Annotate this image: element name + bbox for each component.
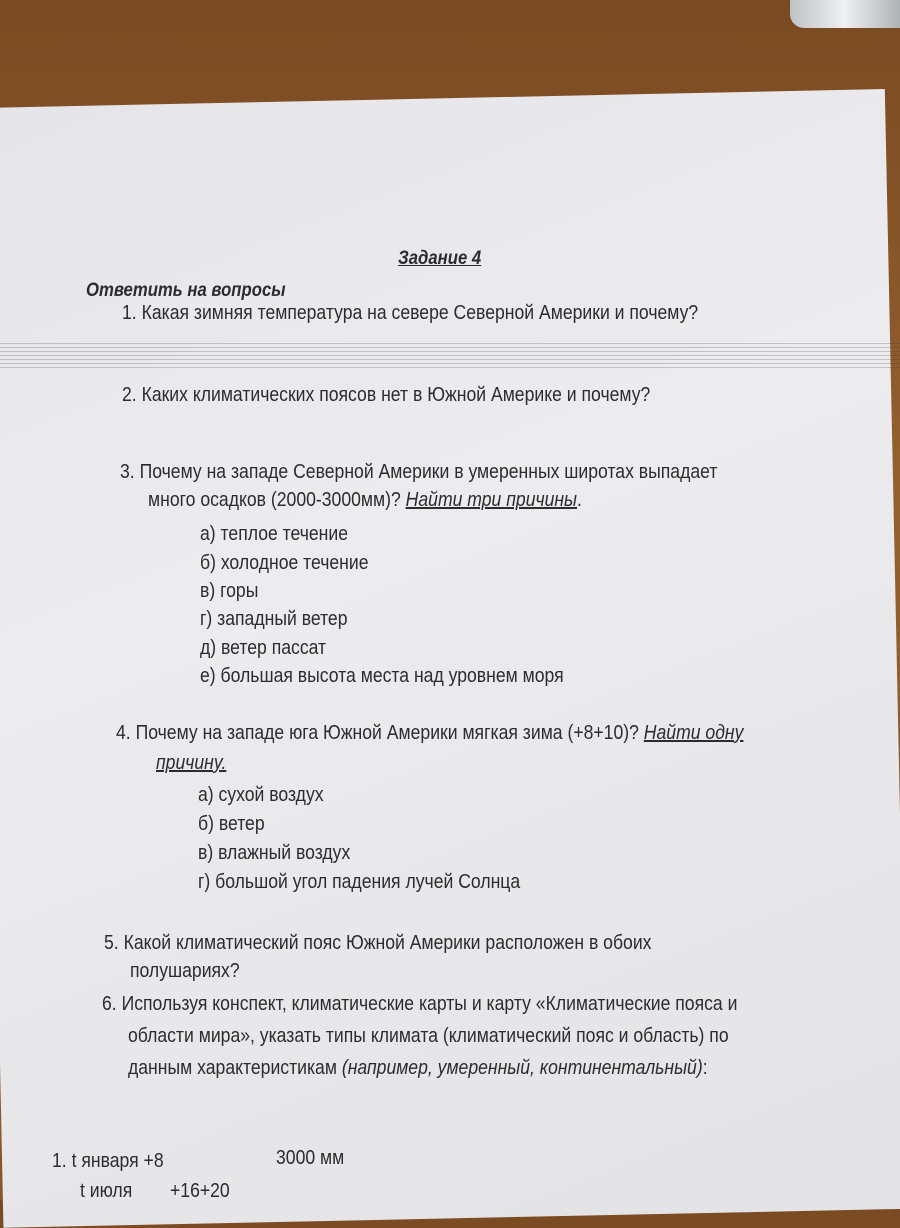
- option: б) ветер: [198, 813, 265, 835]
- question-5-line2: полушариях?: [130, 960, 240, 982]
- option: г) западный ветер: [200, 608, 348, 630]
- question-4-line1: 4. Почему на западе юга Южной Америки мягкая зима (+8+10)? Найти одну: [116, 722, 744, 744]
- option: б) холодное течение: [200, 552, 369, 574]
- data-july-value: +16+20: [170, 1180, 230, 1202]
- question-6-line2: области мира», указать типы климата (климатический пояс и область) по: [128, 1025, 729, 1047]
- data-january: 1. t января +8: [52, 1150, 164, 1172]
- option: в) влажный воздух: [198, 842, 351, 864]
- scan-artifact-lines: [0, 340, 900, 370]
- option: г) большой угол падения лучей Солнца: [198, 871, 521, 893]
- page-title: Задание 4: [398, 248, 482, 269]
- option: в) горы: [200, 580, 259, 602]
- option: а) теплое течение: [200, 523, 349, 545]
- question-4-line2: причину.: [156, 752, 227, 774]
- option: е) большая высота места над уровнем моря: [200, 665, 564, 687]
- question-5-line1: 5. Какой климатический пояс Южной Америки расположен в обоих: [104, 932, 652, 954]
- option: д) ветер пассат: [200, 637, 327, 659]
- option: а) сухой воздух: [198, 784, 324, 806]
- question-3-line1: 3. Почему на западе Северной Америки в умеренных широтах выпадает: [120, 461, 718, 483]
- data-july-label: t июля: [80, 1180, 133, 1202]
- foil-object: [790, 0, 900, 28]
- question-6-line1: 6. Используя конспект, климатические карты и карту «Климатические пояса и: [102, 993, 738, 1015]
- question-3-line2: много осадков (2000-3000мм)? Найти три причины.: [148, 489, 582, 511]
- data-precipitation: 3000 мм: [276, 1147, 345, 1169]
- question-6-line3: данным характеристикам (например, умеренный, континентальный):: [128, 1057, 708, 1079]
- question-1: 1. Какая зимняя температура на севере Северной Америки и почему?: [122, 302, 699, 324]
- question-2: 2. Каких климатических поясов нет в Южной Америке и почему?: [122, 384, 651, 406]
- instructions: Ответить на вопросы: [86, 280, 286, 301]
